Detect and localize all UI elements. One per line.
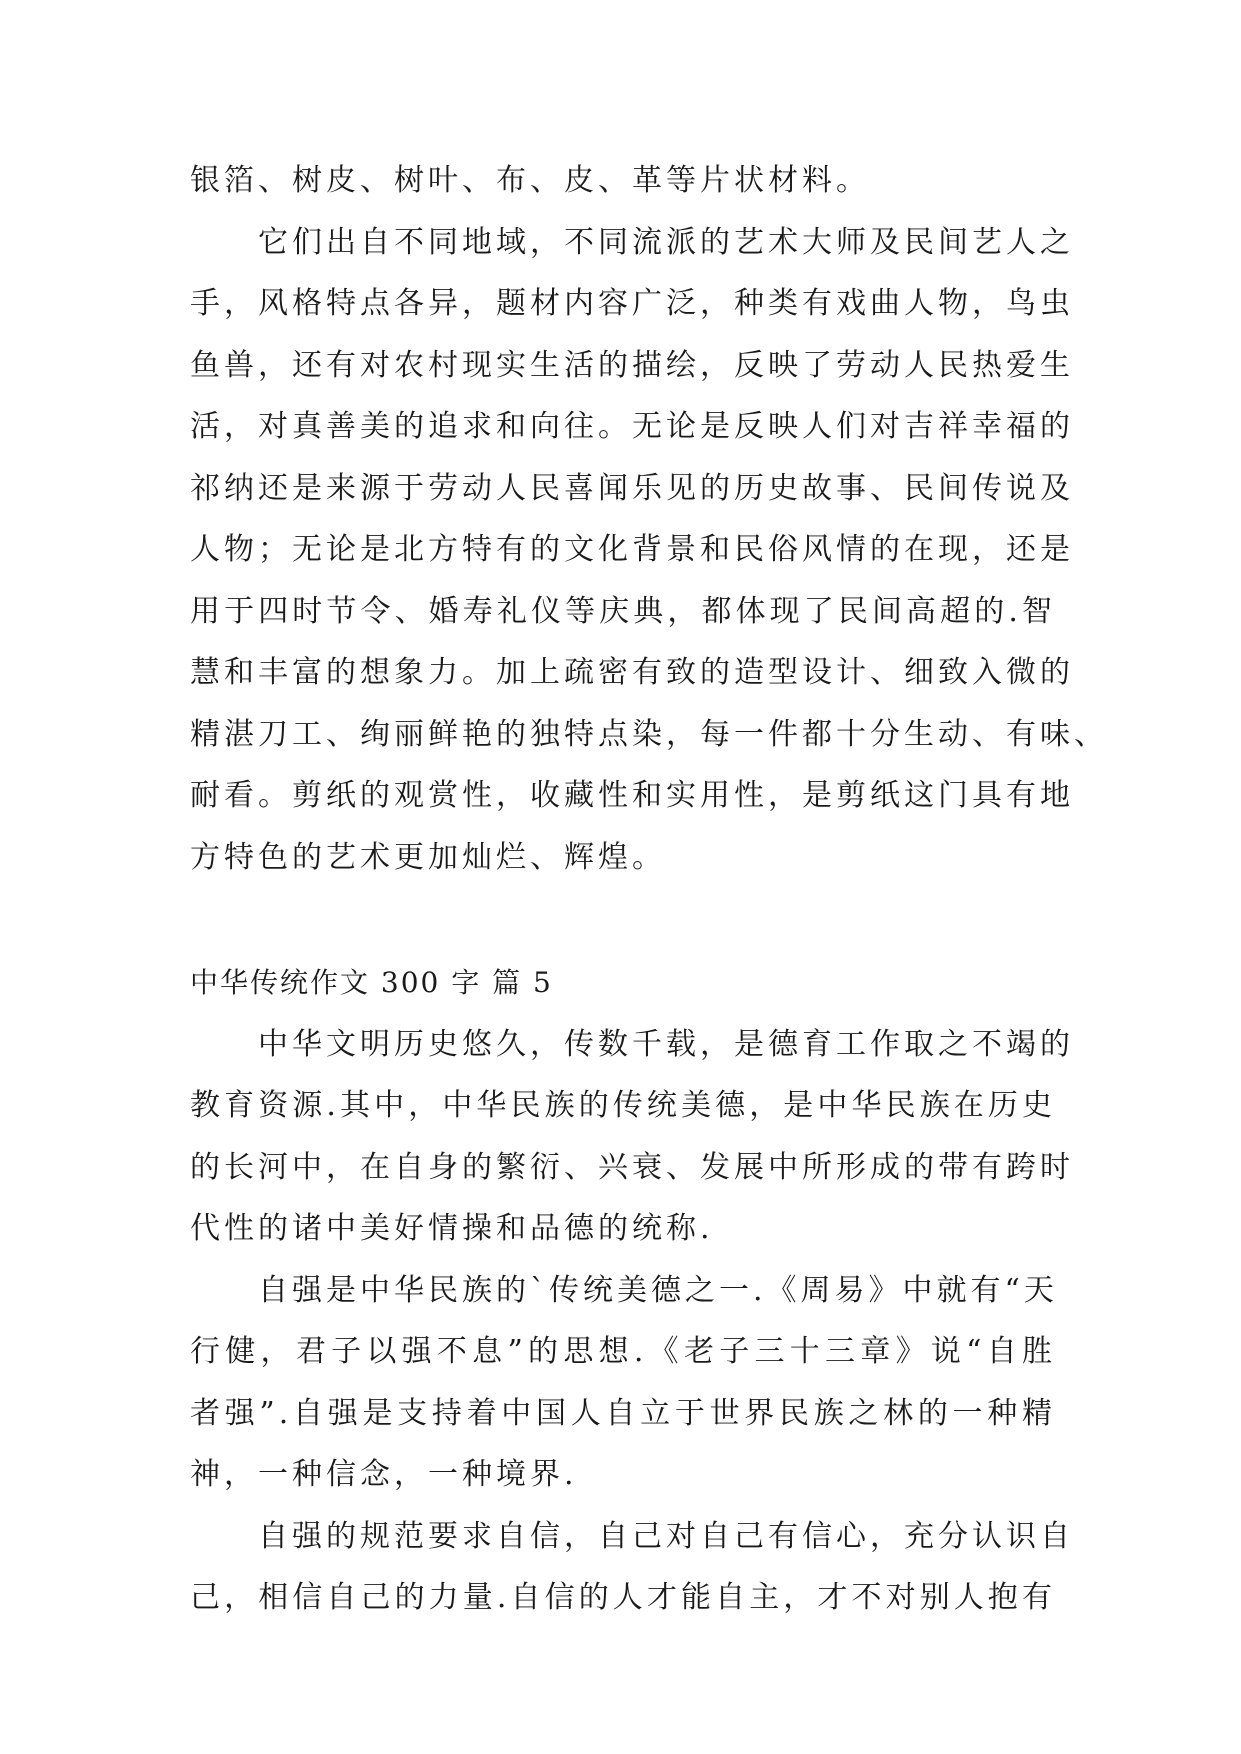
text-line: 慧和丰富的想象力。加上疏密有致的造型设计、细致入微的: [190, 655, 1074, 690]
text-line: 代性的诸中美好情操和品德的统称.: [190, 1211, 714, 1246]
paragraph-papercut: [190, 212, 1108, 889]
text-line: 的长河中，在自身的繁衍、兴衰、发展中所形成的带有跨时: [190, 1149, 1074, 1185]
text-line: 人物；无论是北方特有的文化背景和民俗风情的在现，还是: [190, 532, 1074, 567]
text-line: 它们出自不同地域，不同流派的艺术大师及民间艺人之: [258, 224, 1074, 260]
text-line: 方特色的艺术更加灿烂、辉煌。: [190, 839, 666, 875]
text-line: 行健，君子以强不息”的思想.《老子三十三章》说“自胜: [190, 1334, 1056, 1369]
text-line: 祁纳还是来源于劳动人民喜闻乐见的历史故事、民间传说及: [190, 470, 1074, 506]
paragraph-civilization: [190, 1014, 1074, 1260]
text-line: 用于四时节令、婚寿礼仪等庆典，都体现了民间高超的.智: [190, 593, 1056, 629]
text-line: 耐看。剪纸的观赏性，收藏性和实用性，是剪纸这门具有地: [190, 778, 1074, 813]
text-line: 自强的规范要求自信，自己对自己有信心，充分认识自: [258, 1518, 1074, 1554]
text-line: 精湛刀工、绚丽鲜艳的独特点染，每一件都十分生动、有味、: [190, 716, 1108, 752]
text-line: 自强是中华民族的`传统美德之一.《周易》中就有“天: [258, 1272, 1058, 1308]
text-line: 己，相信自己的力量.自信的人才能自主，才不对别人抱有: [190, 1580, 1056, 1615]
section-heading: 中华传统作文 300 字 篇 5: [190, 966, 553, 999]
paragraph-continuation: [190, 150, 1056, 212]
text-line: 手，风格特点各异，题材内容广泛，种类有戏曲人物，鸟虫: [190, 286, 1074, 321]
text-line: 银箔、树皮、树叶、布、皮、革等片状材料。: [190, 163, 870, 198]
paragraph-self-confidence: [190, 1506, 1074, 1629]
paragraph-self-strength: [190, 1260, 1056, 1506]
text-line: 者强”.自强是支持着中国人自立于世界民族之林的一种精: [190, 1395, 1056, 1431]
text-line: 神，一种信念，一种境界.: [190, 1457, 578, 1492]
text-line: 鱼兽，还有对农村现实生活的描绘，反映了劳动人民热爱生: [190, 347, 1074, 383]
text-line: 活，对真善美的追求和向往。无论是反映人们对吉祥幸福的: [190, 409, 1074, 444]
text-line: 教育资源.其中，中华民族的传统美德，是中华民族在历史: [190, 1088, 1056, 1123]
document-page: [190, 150, 1108, 1629]
text-line: 中华文明历史悠久，传数千载，是德育工作取之不竭的: [258, 1026, 1074, 1062]
